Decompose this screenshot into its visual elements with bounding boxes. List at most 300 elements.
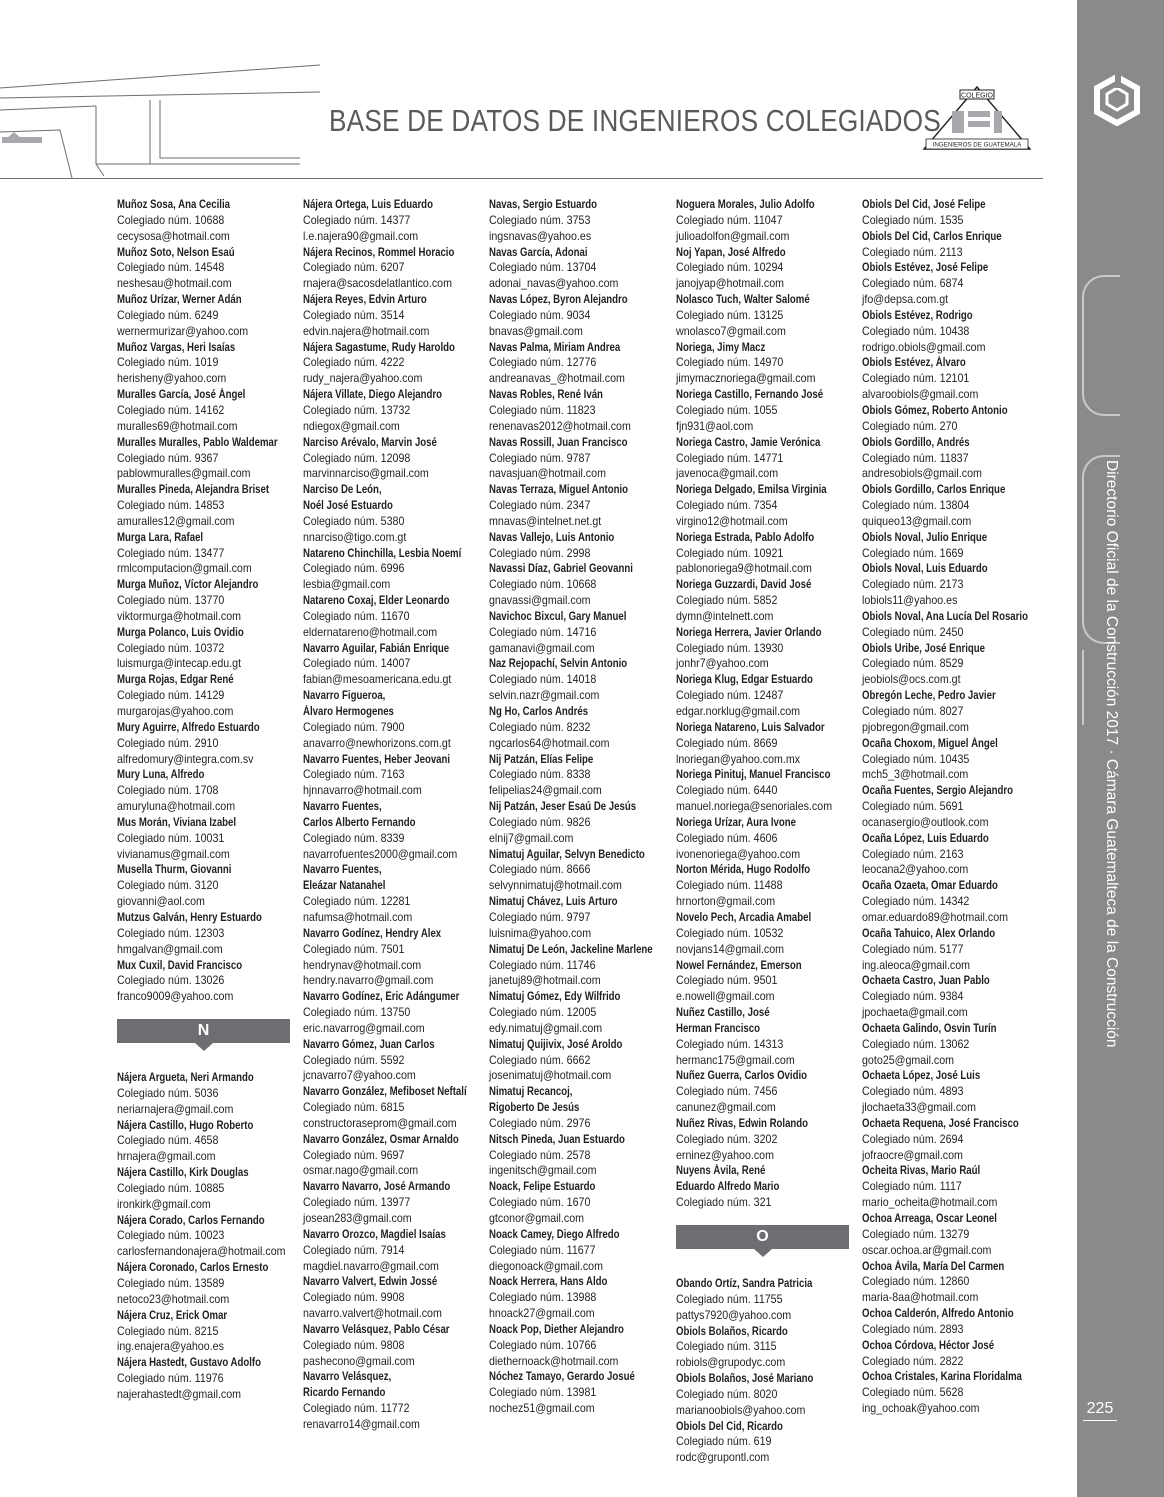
engineer-email: josean283@gmail.com bbox=[303, 1212, 412, 1225]
engineer-registration: Colegiado núm. 13981 bbox=[489, 1386, 597, 1400]
engineer-name: Herman Francisco bbox=[676, 1021, 760, 1035]
engineer-name: Navas Terraza, Miguel Antonio bbox=[489, 483, 629, 497]
engineer-registration: Colegiado núm. 13477 bbox=[117, 546, 225, 560]
engineer-registration: Colegiado núm. 13589 bbox=[117, 1277, 225, 1290]
engineer-name: Noriega Herrera, Javier Orlando bbox=[676, 625, 822, 639]
engineer-email: mario_ocheita@hotmail.com bbox=[862, 1196, 998, 1210]
engineer-registration: Colegiado núm. 10435 bbox=[862, 752, 970, 766]
engineer-email: marianoobiols@yahoo.com bbox=[676, 1403, 806, 1417]
engineer-registration: Colegiado núm. 10438 bbox=[862, 324, 970, 338]
engineer-name: Noriega Guzzardi, David José bbox=[676, 578, 812, 592]
engineer-registration: Colegiado núm. 2976 bbox=[489, 1116, 591, 1130]
engineer-name: Navas Palma, Miriam Andrea bbox=[489, 340, 621, 354]
engineer-name: Navarro Figueroa, bbox=[303, 689, 386, 703]
engineer-name: Eleázar Natanahel bbox=[303, 879, 386, 893]
engineer-registration: Colegiado núm. 14342 bbox=[862, 895, 970, 909]
engineer-name: Obiols Estévez, Rodrigo bbox=[862, 308, 973, 322]
engineer-name: Nolasco Tuch, Walter Salomé bbox=[676, 293, 810, 307]
engineer-registration: Colegiado núm. 9034 bbox=[489, 308, 591, 322]
engineer-registration: Colegiado núm. 8215 bbox=[117, 1324, 219, 1338]
engineer-registration: Colegiado núm. 14162 bbox=[117, 403, 225, 417]
engineer-email: franco9009@yahoo.com bbox=[117, 990, 234, 1004]
engineer-name: Navarro Gómez, Juan Carlos bbox=[303, 1037, 435, 1051]
engineer-name: Navichoc Bixcul, Gary Manuel bbox=[489, 609, 627, 623]
engineer-registration: Colegiado núm. 13026 bbox=[117, 974, 225, 988]
engineer-name: Ricardo Fernando bbox=[303, 1386, 386, 1400]
engineer-name: Nimatuj Quijivix, José Aroldo bbox=[489, 1037, 623, 1051]
engineer-registration: Colegiado núm. 2347 bbox=[489, 499, 591, 513]
engineer-registration: Colegiado núm. 14129 bbox=[117, 689, 225, 703]
page-number: 225 bbox=[1083, 1400, 1117, 1421]
engineer-name: Ocaña Fuentes, Sergio Alejandro bbox=[862, 784, 1013, 798]
engineer-registration: Colegiado núm. 10023 bbox=[117, 1229, 225, 1243]
engineer-email: jonhr7@yahoo.com bbox=[676, 657, 769, 671]
engineer-name: Navas García, Adonai bbox=[489, 245, 588, 259]
engineer-email: ocanasergio@outlook.com bbox=[862, 815, 989, 829]
engineer-registration: Colegiado núm. 10294 bbox=[676, 261, 784, 275]
engineer-email: wnolasco7@gmail.com bbox=[676, 324, 786, 338]
engineer-email: navarrofuentes2000@gmail.com bbox=[303, 847, 458, 861]
engineer-registration: Colegiado núm. 10031 bbox=[117, 831, 225, 845]
logo-bottom-text: INGENIEROS DE GUATEMALA bbox=[932, 141, 1022, 149]
engineer-registration: Colegiado núm. 8529 bbox=[862, 657, 964, 671]
engineer-registration: Colegiado núm. 9808 bbox=[303, 1338, 405, 1352]
engineer-name: Naz Rejopachí, Selvin Antonio bbox=[489, 657, 628, 671]
engineer-registration: Colegiado núm. 9697 bbox=[303, 1148, 405, 1162]
engineer-name: Nimatuj De León, Jackeline Marlene bbox=[489, 942, 653, 956]
engineer-name: Navarro Navarro, José Armando bbox=[303, 1180, 451, 1194]
engineer-email: quiqueo13@gmail.com bbox=[862, 514, 972, 528]
engineer-name: Noriega Castro, Jamie Verónica bbox=[676, 435, 821, 449]
engineer-email: neshesau@hotmail.com bbox=[117, 277, 232, 291]
engineer-email: josenimatuj@hotmail.com bbox=[489, 1069, 612, 1083]
engineer-registration: Colegiado núm. 11670 bbox=[303, 609, 410, 623]
engineer-registration: Colegiado núm. 10688 bbox=[117, 213, 225, 227]
engineer-registration: Colegiado núm. 3115 bbox=[676, 1340, 777, 1354]
engineer-email: novjans14@gmail.com bbox=[676, 942, 785, 956]
engineer-email: alfredomury@integra.com.sv bbox=[117, 752, 254, 766]
engineer-registration: Colegiado núm. 10532 bbox=[676, 926, 784, 940]
engineer-registration: Colegiado núm. 10372 bbox=[117, 641, 225, 655]
engineer-name: Ochoa Calderón, Alfredo Antonio bbox=[862, 1307, 1014, 1321]
engineer-email: virgino12@hotmail.com bbox=[676, 514, 788, 528]
engineer-name: Murga Rojas, Edgar René bbox=[117, 673, 234, 687]
engineer-registration: Colegiado núm. 5380 bbox=[303, 514, 405, 528]
engineer-email: gamanavi@gmail.com bbox=[489, 641, 595, 655]
engineer-name: Noriega Pinituj, Manuel Francisco bbox=[676, 768, 831, 782]
engineer-registration: Colegiado núm. 2113 bbox=[862, 245, 963, 259]
engineer-email: cecysosa@hotmail.com bbox=[117, 229, 230, 243]
engineer-registration: Colegiado núm. 8338 bbox=[489, 768, 591, 782]
engineer-email: jeobiols@ocs.com.gt bbox=[862, 673, 961, 687]
engineer-email: hrnajera@gmail.com bbox=[117, 1150, 216, 1164]
engineer-email: edgar.norklug@gmail.com bbox=[676, 705, 801, 718]
engineer-email: magdiel.navarro@gmail.com bbox=[303, 1259, 439, 1273]
engineer-name: Navas Rossill, Juan Francisco bbox=[489, 435, 628, 449]
engineer-name: Mury Luna, Alfredo bbox=[117, 768, 205, 782]
engineer-registration: Colegiado núm. 4658 bbox=[117, 1134, 219, 1148]
directory-column-1 bbox=[117, 197, 302, 1403]
engineer-email: alvaroobiols@gmail.com bbox=[862, 388, 979, 402]
engineer-registration: Colegiado núm. 11047 bbox=[676, 213, 783, 227]
engineer-name: Nóchez Tamayo, Gerardo Josué bbox=[489, 1370, 635, 1384]
engineer-email: navasjuan@hotmail.com bbox=[489, 467, 606, 481]
engineer-email: marvinnarciso@gmail.com bbox=[303, 467, 429, 481]
engineer-email: rudy_najera@yahoo.com bbox=[303, 372, 423, 386]
engineer-registration: Colegiado núm. 6996 bbox=[303, 562, 405, 576]
engineer-email: ing_ochoak@yahoo.com bbox=[862, 1402, 980, 1416]
engineer-name: Ochaeta Galindo, Osvin Turín bbox=[862, 1021, 997, 1035]
engineer-name: Nij Patzán, Jeser Esaú De Jesús bbox=[489, 800, 637, 814]
engineer-name: Muñoz Sosa, Ana Cecilia bbox=[117, 198, 231, 211]
engineer-registration: Colegiado núm. 13977 bbox=[303, 1196, 411, 1210]
engineer-email: erninez@yahoo.com bbox=[676, 1148, 774, 1162]
engineer-email: jfo@depsa.com.gt bbox=[862, 293, 949, 307]
engineer-name: Obiols Estévez, Álvaro bbox=[862, 356, 966, 370]
engineer-name: Ochaeta Requena, José Francisco bbox=[862, 1116, 1019, 1130]
engineer-email: najerahastedt@gmail.com bbox=[117, 1387, 242, 1401]
engineer-name: Ochoa Ávila, María Del Carmen bbox=[862, 1259, 1005, 1273]
engineer-name: Obando Ortíz, Sandra Patricia bbox=[676, 1277, 813, 1290]
engineer-registration: Colegiado núm. 9787 bbox=[489, 451, 591, 465]
engineer-email: e.nowell@gmail.com bbox=[676, 990, 775, 1004]
engineer-email: wernermurizar@yahoo.com bbox=[117, 324, 249, 338]
engineer-name: Murga Muñoz, Víctor Alejandro bbox=[117, 578, 259, 592]
engineer-email: julioadolfon@gmail.com bbox=[676, 229, 790, 243]
section-letter-badge: O bbox=[676, 1225, 849, 1249]
engineer-name: Ocaña Tahuico, Alex Orlando bbox=[862, 926, 996, 940]
engineer-registration: Colegiado núm. 3514 bbox=[303, 308, 405, 322]
engineer-email: ndiegox@gmail.com bbox=[303, 419, 400, 433]
engineer-email: jofraocre@gmail.com bbox=[862, 1148, 963, 1162]
engineer-registration: Colegiado núm. 8339 bbox=[303, 831, 405, 845]
engineer-name: Álvaro Hermogenes bbox=[303, 705, 394, 718]
directory-column-5 bbox=[862, 197, 1047, 1417]
sidebar-tab-top bbox=[1082, 275, 1120, 416]
engineer-registration: Colegiado núm. 9384 bbox=[862, 990, 964, 1004]
engineer-email: andresobiols@gmail.com bbox=[862, 467, 982, 481]
engineer-name: Nuñez Rivas, Edwin Rolando bbox=[676, 1116, 809, 1130]
engineer-name: Noriega Estrada, Pablo Adolfo bbox=[676, 530, 815, 544]
engineer-name: Ocaña López, Luis Eduardo bbox=[862, 831, 989, 845]
engineer-name: Obiols Gordillo, Andrés bbox=[862, 435, 970, 449]
engineer-email: navarro.valvert@hotmail.com bbox=[303, 1307, 442, 1321]
engineer-name: Mus Morán, Viviana Izabel bbox=[117, 815, 237, 829]
engineer-email: netoco23@hotmail.com bbox=[117, 1292, 230, 1306]
engineer-name: Obiols Noval, Ana Lucía Del Rosario bbox=[862, 609, 1028, 623]
engineer-email: fabian@mesoamericana.edu.gt bbox=[303, 673, 452, 687]
engineer-registration: Colegiado núm. 10921 bbox=[676, 546, 784, 560]
engineer-email: giovanni@aol.com bbox=[117, 895, 205, 909]
engineer-email: ngcarlos64@hotmail.com bbox=[489, 736, 610, 750]
engineer-registration: Colegiado núm. 1117 bbox=[862, 1180, 962, 1194]
engineer-registration: Colegiado núm. 13988 bbox=[489, 1291, 597, 1305]
engineer-registration: Colegiado núm. 14018 bbox=[489, 673, 597, 687]
engineer-registration: Colegiado núm. 10885 bbox=[117, 1181, 225, 1195]
engineer-email: rnajera@sacosdelatlantico.com bbox=[303, 277, 452, 291]
engineer-email: edvin.najera@hotmail.com bbox=[303, 324, 430, 338]
engineer-email: selvin.nazr@gmail.com bbox=[489, 689, 600, 703]
engineer-registration: Colegiado núm. 1019 bbox=[117, 356, 219, 370]
logo-top-text: COLEGIO bbox=[961, 92, 993, 100]
engineer-email: rmlcomputacion@gmail.com bbox=[117, 562, 252, 576]
engineer-name: Obiols Noval, Luis Eduardo bbox=[862, 562, 988, 576]
engineer-registration: Colegiado núm. 14007 bbox=[303, 657, 411, 671]
engineer-name: Obiols Noval, Julio Enrique bbox=[862, 530, 988, 544]
engineer-email: luismurga@intecap.edu.gt bbox=[117, 657, 242, 671]
engineer-email: leocana2@yahoo.com bbox=[862, 863, 969, 877]
engineer-registration: Colegiado núm. 2910 bbox=[117, 736, 219, 750]
engineer-registration: Colegiado núm. 2694 bbox=[862, 1132, 964, 1146]
engineer-name: Navas López, Byron Alejandro bbox=[489, 293, 628, 307]
engineer-email: gtconor@gmail.com bbox=[489, 1212, 585, 1225]
engineer-registration: Colegiado núm. 12101 bbox=[862, 372, 970, 386]
engineer-email: diethernoack@hotmail.com bbox=[489, 1354, 619, 1368]
engineer-email: ingenitsch@gmail.com bbox=[489, 1164, 597, 1178]
engineer-registration: Colegiado núm. 6207 bbox=[303, 261, 405, 275]
engineer-name: Navas Vallejo, Luis Antonio bbox=[489, 530, 615, 544]
engineer-registration: Colegiado núm. 3753 bbox=[489, 213, 591, 227]
engineer-name: Ng Ho, Carlos Andrés bbox=[489, 705, 589, 718]
engineer-name: Eduardo Alfredo Mario bbox=[676, 1180, 780, 1194]
engineer-name: Nájera Castillo, Kirk Douglas bbox=[117, 1166, 249, 1180]
engineer-email: janetuj89@hotmail.com bbox=[489, 974, 601, 988]
engineer-name: Ochoa Arreaga, Oscar Leonel bbox=[862, 1212, 997, 1225]
engineer-name: Nájera Reyes, Edvin Arturo bbox=[303, 293, 427, 307]
engineer-name: Ocaña Choxom, Miguel Ángel bbox=[862, 736, 998, 750]
engineer-email: rodrigo.obiols@gmail.com bbox=[862, 340, 986, 354]
engineer-name: Norton Mérida, Hugo Rodolfo bbox=[676, 863, 811, 877]
engineer-registration: Colegiado núm. 12303 bbox=[117, 926, 225, 940]
engineer-email: nnarciso@tigo.com.gt bbox=[303, 530, 407, 544]
engineer-name: Obregón Leche, Pedro Javier bbox=[862, 689, 996, 703]
engineer-email: herisheny@yahoo.com bbox=[117, 372, 227, 386]
engineer-registration: Colegiado núm. 8666 bbox=[489, 863, 591, 877]
engineer-email: vivianamus@gmail.com bbox=[117, 847, 230, 861]
engineer-email: nochez51@gmail.com bbox=[489, 1402, 595, 1416]
sidebar-vertical-text: Directorio Oficial de la Construcción 2017 · Cámara Guatemalteca de la Construcción bbox=[1103, 460, 1120, 1048]
engineer-email: hrnorton@gmail.com bbox=[676, 895, 776, 909]
engineer-registration: Colegiado núm. 13770 bbox=[117, 594, 225, 608]
engineer-name: Obiols Bolaños, José Mariano bbox=[676, 1372, 814, 1386]
engineer-email: hendrynav@hotmail.com bbox=[303, 958, 422, 972]
engineer-name: Navarro Godínez, Hendry Alex bbox=[303, 926, 442, 940]
engineer-name: Muralles García, José Ángel bbox=[117, 388, 246, 402]
engineer-name: Nájera Coronado, Carlos Ernesto bbox=[117, 1261, 269, 1275]
engineer-registration: Colegiado núm. 14853 bbox=[117, 499, 225, 513]
engineer-name: Noriega Castillo, Fernando José bbox=[676, 388, 824, 402]
engineer-name: Obiols Bolaños, Ricardo bbox=[676, 1324, 788, 1338]
engineer-name: Navarro González, Osmar Arnaldo bbox=[303, 1132, 459, 1146]
engineer-registration: Colegiado núm. 12776 bbox=[489, 356, 597, 370]
engineer-registration: Colegiado núm. 14548 bbox=[117, 261, 225, 275]
engineer-name: Obiols Del Cid, Carlos Enrique bbox=[862, 229, 1002, 243]
engineer-name: Navarro Orozco, Magdiel Isaías bbox=[303, 1227, 446, 1241]
engineer-name: Muñoz Urízar, Werner Adán bbox=[117, 293, 242, 307]
engineer-email: lobiols11@yahoo.es bbox=[862, 594, 958, 608]
engineer-email: jpochaeta@gmail.com bbox=[862, 1006, 968, 1020]
engineer-registration: Colegiado núm. 5628 bbox=[862, 1386, 964, 1400]
engineer-name: Nimatuj Aguilar, Selvyn Benedicto bbox=[489, 847, 645, 861]
engineer-registration: Colegiado núm. 13732 bbox=[303, 403, 411, 417]
engineer-name: Noriega Klug, Edgar Estuardo bbox=[676, 673, 813, 687]
engineer-name: Noriega Delgado, Emilsa Virginia bbox=[676, 483, 827, 497]
engineer-name: Natareno Coxaj, Elder Leonardo bbox=[303, 594, 450, 608]
engineer-registration: Colegiado núm. 6440 bbox=[676, 784, 778, 798]
engineer-registration: Colegiado núm. 11823 bbox=[489, 403, 596, 417]
engineer-name: Obiols Del Cid, José Felipe bbox=[862, 198, 986, 211]
engineer-name: Murga Lara, Rafael bbox=[117, 530, 204, 544]
engineer-name: Ochoa Cristales, Karina Floridalma bbox=[862, 1370, 1022, 1384]
engineer-email: l.e.najera90@gmail.com bbox=[303, 229, 419, 243]
engineer-registration: Colegiado núm. 8669 bbox=[676, 736, 778, 750]
engineer-name: Nájera Corado, Carlos Fernando bbox=[117, 1213, 265, 1227]
engineer-name: Noél José Estuardo bbox=[303, 499, 393, 513]
engineer-registration: Colegiado núm. 9797 bbox=[489, 910, 591, 924]
engineer-name: Noack Pop, Diether Alejandro bbox=[489, 1322, 624, 1336]
building-illustration bbox=[0, 60, 330, 180]
engineer-email: elnij7@gmail.com bbox=[489, 831, 574, 845]
engineer-name: Muñoz Vargas, Heri Isaías bbox=[117, 340, 236, 354]
engineer-email: murgarojas@yahoo.com bbox=[117, 705, 234, 718]
engineer-name: Nájera Ortega, Luis Eduardo bbox=[303, 198, 433, 211]
engineer-email: pjobregon@gmail.com bbox=[862, 720, 969, 734]
hexagon-logo-icon bbox=[1093, 74, 1141, 126]
engineer-name: Muralles Pineda, Alejandra Briset bbox=[117, 483, 270, 497]
engineer-name: Ocheita Rivas, Mario Raúl bbox=[862, 1164, 981, 1178]
engineer-registration: Colegiado núm. 14771 bbox=[676, 451, 784, 465]
engineer-registration: Colegiado núm. 7900 bbox=[303, 720, 405, 734]
engineer-name: Noguera Morales, Julio Adolfo bbox=[676, 198, 815, 211]
engineer-registration: Colegiado núm. 13930 bbox=[676, 641, 784, 655]
engineer-registration: Colegiado núm. 2998 bbox=[489, 546, 591, 560]
engineer-email: gnavassi@gmail.com bbox=[489, 594, 591, 608]
engineer-email: lesbia@gmail.com bbox=[303, 578, 391, 592]
engineer-name: Navarro Fuentes, Heber Jeovani bbox=[303, 752, 451, 766]
engineer-email: pashecono@gmail.com bbox=[303, 1354, 415, 1368]
engineer-registration: Colegiado núm. 9501 bbox=[676, 974, 778, 988]
engineer-email: oscar.ochoa.ar@gmail.com bbox=[862, 1243, 992, 1257]
page-title: BASE DE DATOS DE INGENIEROS COLEGIADOS bbox=[329, 104, 941, 138]
engineer-registration: Colegiado núm. 14716 bbox=[489, 625, 597, 639]
engineer-email: mch5_3@hotmail.com bbox=[862, 768, 969, 782]
colegio-logo bbox=[922, 85, 1032, 151]
engineer-registration: Colegiado núm. 4893 bbox=[862, 1085, 964, 1099]
engineer-registration: Colegiado núm. 12860 bbox=[862, 1275, 970, 1289]
engineer-email: luisnima@yahoo.com bbox=[489, 926, 592, 940]
engineer-registration: Colegiado núm. 11772 bbox=[303, 1402, 410, 1416]
engineer-registration: Colegiado núm. 2163 bbox=[862, 847, 964, 861]
engineer-registration: Colegiado núm. 13804 bbox=[862, 499, 970, 513]
engineer-registration: Colegiado núm. 13704 bbox=[489, 261, 597, 275]
engineer-email: jcnavarro7@yahoo.com bbox=[303, 1069, 416, 1083]
engineer-email: osmar.nago@gmail.com bbox=[303, 1164, 419, 1178]
engineer-email: dymn@intelnett.com bbox=[676, 609, 774, 623]
engineer-name: Nájera Villate, Diego Alejandro bbox=[303, 388, 443, 402]
engineer-name: Navas, Sergio Estuardo bbox=[489, 198, 598, 211]
engineer-email: mnavas@intelnet.net.gt bbox=[489, 514, 602, 528]
engineer-registration: Colegiado núm. 5036 bbox=[117, 1086, 219, 1100]
engineer-registration: Colegiado núm. 11746 bbox=[489, 958, 596, 972]
engineer-email: hermanc175@gmail.com bbox=[676, 1053, 795, 1067]
engineer-email: pattys7920@yahoo.com bbox=[676, 1308, 792, 1322]
engineer-email: felipelias24@gmail.com bbox=[489, 784, 602, 798]
engineer-email: ivonenoriega@yahoo.com bbox=[676, 847, 801, 861]
engineer-name: Nuyens Ávila, René bbox=[676, 1164, 766, 1178]
engineer-email: constructoraseprom@gmail.com bbox=[303, 1116, 457, 1130]
engineer-name: Obiols Gordillo, Carlos Enrique bbox=[862, 483, 1006, 497]
engineer-email: carlosfernandonajera@hotmail.com bbox=[117, 1245, 286, 1259]
engineer-name: Murga Polanco, Luis Ovidio bbox=[117, 625, 244, 639]
engineer-email: hjnnavarro@hotmail.com bbox=[303, 784, 422, 798]
engineer-registration: Colegiado núm. 8020 bbox=[676, 1387, 778, 1401]
engineer-email: ironkirk@gmail.com bbox=[117, 1197, 211, 1211]
engineer-name: Noack Camey, Diego Alfredo bbox=[489, 1227, 620, 1241]
engineer-registration: Colegiado núm. 1670 bbox=[489, 1196, 591, 1210]
engineer-name: Noriega, Jimy Macz bbox=[676, 340, 766, 354]
engineer-name: Mux Cuxil, David Francisco bbox=[117, 958, 243, 972]
engineer-registration: Colegiado núm. 1669 bbox=[862, 546, 964, 560]
engineer-name: Navarro Velásquez, bbox=[303, 1370, 392, 1384]
engineer-registration: Colegiado núm. 9826 bbox=[489, 815, 591, 829]
engineer-name: Nuñez Castillo, José bbox=[676, 1006, 770, 1020]
engineer-email: hendry.navarro@gmail.com bbox=[303, 974, 434, 988]
engineer-email: ingsnavas@yahoo.es bbox=[489, 229, 592, 243]
engineer-email: diegonoack@gmail.com bbox=[489, 1259, 603, 1273]
engineer-registration: Colegiado núm. 1708 bbox=[117, 784, 219, 798]
engineer-registration: Colegiado núm. 13279 bbox=[862, 1227, 970, 1241]
engineer-email: amuryluna@hotmail.com bbox=[117, 800, 236, 814]
engineer-registration: Colegiado núm. 11755 bbox=[676, 1292, 783, 1306]
engineer-email: neriarnajera@gmail.com bbox=[117, 1102, 234, 1116]
engineer-email: manuel.noriega@senoriales.com bbox=[676, 800, 833, 814]
engineer-name: Navarro González, Mefiboset Neftalí bbox=[303, 1085, 467, 1099]
engineer-registration: Colegiado núm. 3202 bbox=[676, 1132, 778, 1146]
engineer-name: Obiols Gómez, Roberto Antonio bbox=[862, 403, 1008, 417]
engineer-email: renavarro14@gmail.com bbox=[303, 1417, 420, 1431]
engineer-registration: Colegiado núm. 12098 bbox=[303, 451, 411, 465]
engineer-registration: Colegiado núm. 5691 bbox=[862, 800, 964, 814]
engineer-name: Mutzus Galván, Henry Estuardo bbox=[117, 910, 262, 924]
engineer-name: Nájera Hastedt, Gustavo Adolfo bbox=[117, 1356, 262, 1370]
directory-column-4 bbox=[676, 197, 861, 1466]
engineer-email: ing.enajera@yahoo.es bbox=[117, 1340, 224, 1354]
engineer-email: edy.nimatuj@gmail.com bbox=[489, 1021, 603, 1035]
engineer-name: Muralles Muralles, Pablo Waldemar bbox=[117, 435, 278, 449]
engineer-email: andreanavas_@hotmail.com bbox=[489, 372, 625, 386]
engineer-registration: Colegiado núm. 6815 bbox=[303, 1101, 405, 1115]
engineer-email: amuralles12@gmail.com bbox=[117, 514, 235, 528]
engineer-name: Nimatuj Gómez, Edy Wilfrido bbox=[489, 990, 621, 1004]
header-rule bbox=[0, 178, 1043, 179]
engineer-email: viktormurga@hotmail.com bbox=[117, 609, 242, 623]
engineer-registration: Colegiado núm. 13750 bbox=[303, 1006, 411, 1020]
engineer-email: muralles69@hotmail.com bbox=[117, 419, 238, 433]
engineer-registration: Colegiado núm. 7163 bbox=[303, 768, 405, 782]
engineer-registration: Colegiado núm. 8027 bbox=[862, 705, 964, 718]
engineer-registration: Colegiado núm. 1055 bbox=[676, 403, 778, 417]
engineer-registration: Colegiado núm. 13062 bbox=[862, 1037, 970, 1051]
engineer-registration: Colegiado núm. 11837 bbox=[862, 451, 969, 465]
engineer-name: Ochaeta López, José Luis bbox=[862, 1069, 981, 1083]
engineer-email: rodc@grupontl.com bbox=[676, 1451, 770, 1465]
engineer-name: Ocaña Ozaeta, Omar Eduardo bbox=[862, 879, 998, 893]
section-spacer bbox=[676, 1211, 861, 1225]
engineer-registration: Colegiado núm. 9367 bbox=[117, 451, 219, 465]
engineer-email: ing.aleoca@gmail.com bbox=[862, 958, 971, 972]
engineer-name: Navarro Valvert, Edwin Jossé bbox=[303, 1275, 438, 1289]
engineer-registration: Colegiado núm. 4222 bbox=[303, 356, 405, 370]
